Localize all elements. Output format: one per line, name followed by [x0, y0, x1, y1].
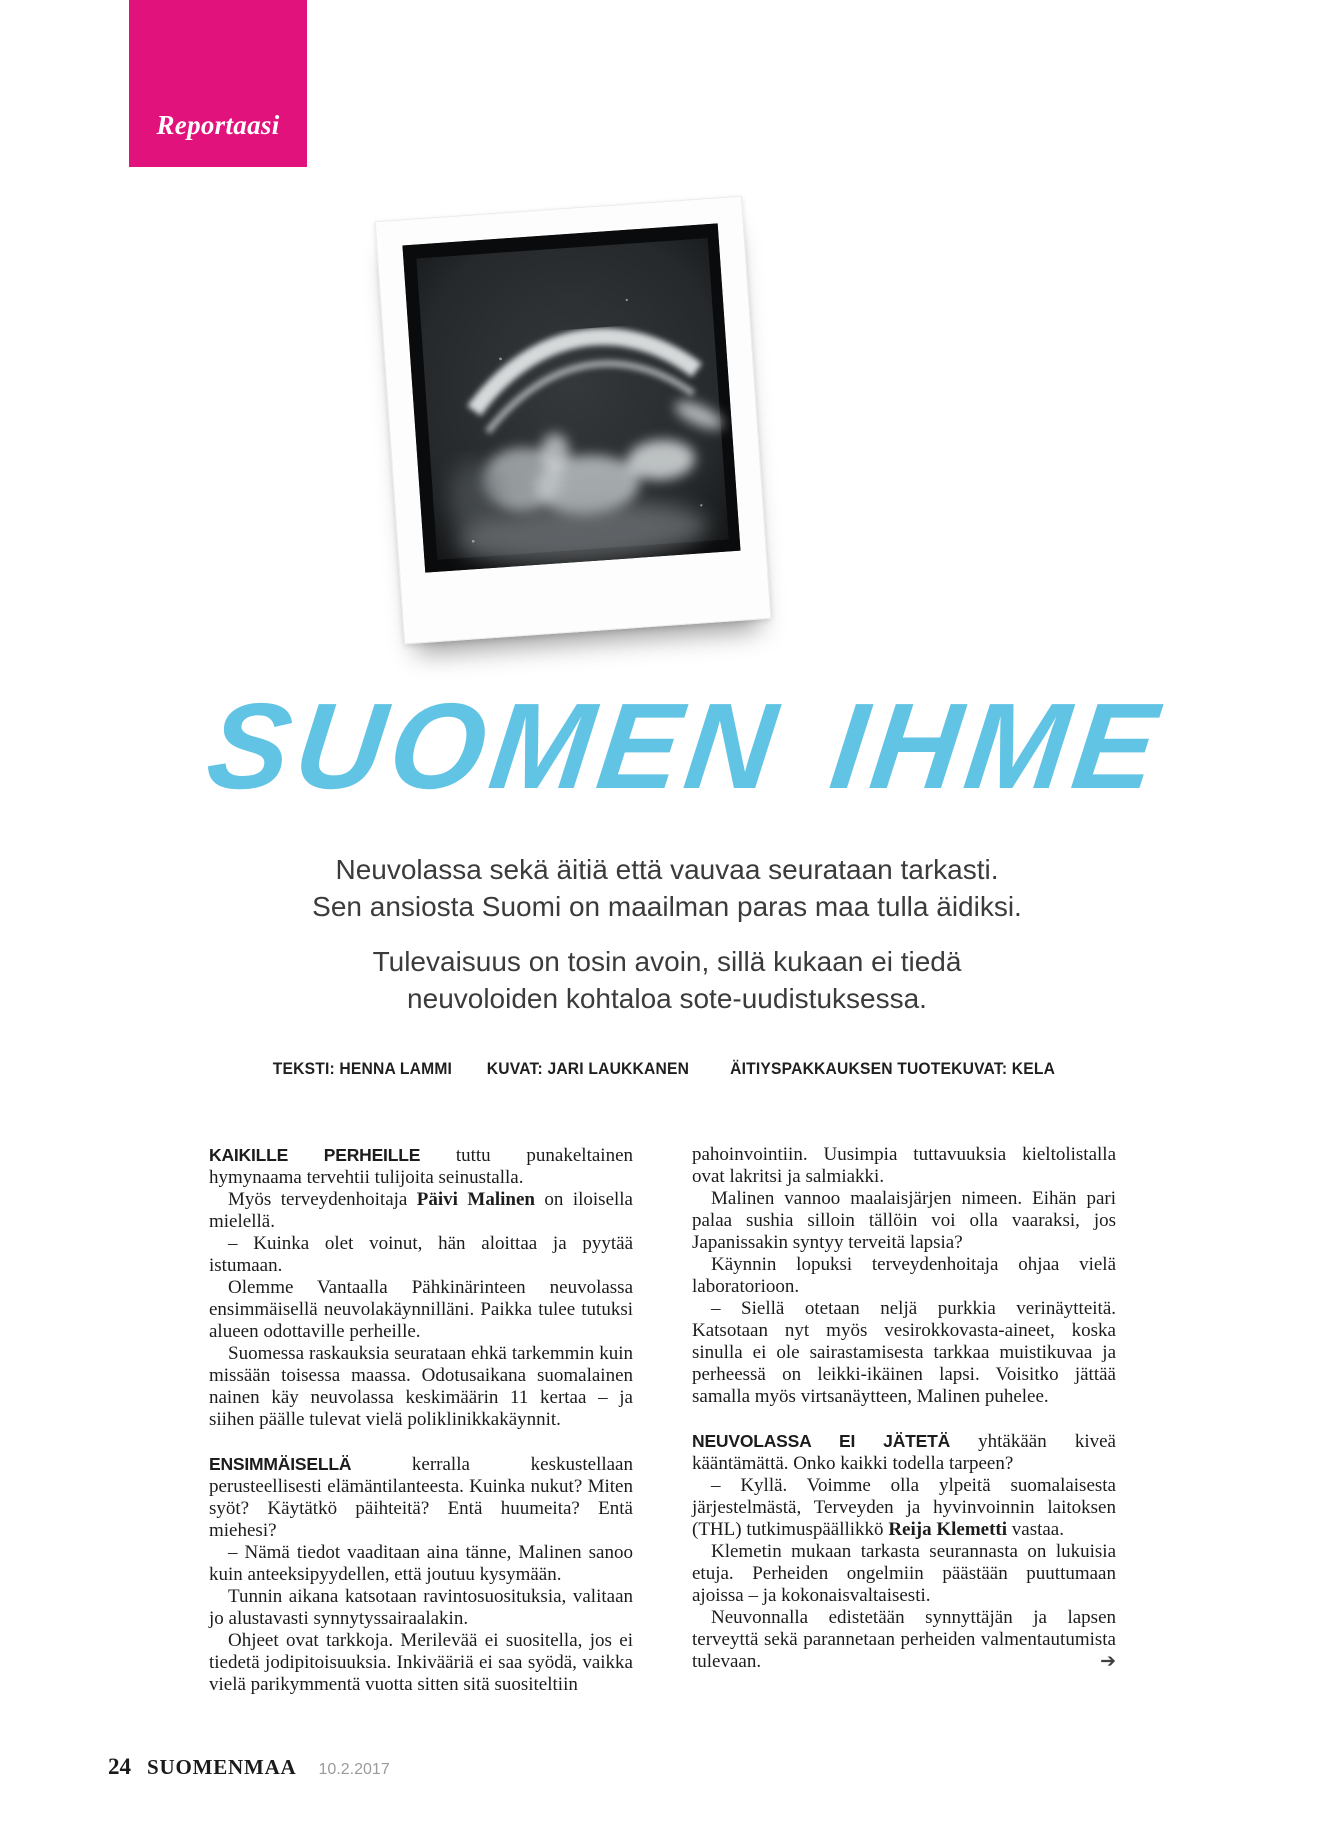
kicker-box	[129, 0, 307, 167]
paragraph	[692, 1607, 1116, 1673]
text-line: ÄITIYSPAKKAUKSEN TUOTEKUVAT: KELA	[729, 1059, 1055, 1078]
person-name: Reija Klemetti	[888, 1519, 1008, 1540]
body-text: Ohjeet ovat tarkkoja. Merilevää ei suositella, jos ei tiedetä jodipitoisuuksia. Inkivääriä ei saa syödä, vaikka vielä parikymmentä vuotta sitten sitä suositeltiin	[209, 1630, 633, 1695]
body-text: – Kyllä. Voimme olla ylpeitä suomalaisesta järjestelmästä, Terveyden ja hyvinvoinnin laitoksen (THL) tutkimuspäällikkö	[692, 1475, 1116, 1540]
body-text: Tunnin aikana katsotaan ravintosuosituksia, valitaan jo alustavasti synnytyssairaalakin.	[209, 1586, 633, 1629]
footer-magazine-name: SUOMENMAA	[147, 1755, 297, 1779]
standfirst-primary	[209, 851, 1125, 925]
body-column-left	[209, 1144, 633, 1696]
paragraph	[692, 1144, 1116, 1188]
body-text: kerralla keskustellaan perusteellisesti elämäntilanteesta. Kuinka nukut? Miten syöt? Käytätkö päihteitä? Entä huumeita? Entä miehesi?	[209, 1454, 633, 1541]
kicker-label: Reportaasi	[156, 110, 280, 140]
text-line: neuvoloiden kohtaloa sote-uudistuksessa.	[407, 983, 927, 1014]
body-text: tuttu punakeltainen hymynaama tervehtii tulijoita seinustalla.	[209, 1145, 634, 1188]
paragraph	[692, 1541, 1116, 1607]
text-line: Tulevaisuus on tosin avoin, sillä kukaan ei tiedä	[372, 946, 962, 977]
body-column-right	[692, 1144, 1116, 1673]
section-paragraph	[209, 1453, 633, 1542]
article-title: SUOMEN IHME	[200, 678, 1170, 814]
text-line: Neuvolassa sekä äitiä että vauvaa seurataan tarkasti.	[335, 854, 999, 885]
paragraph	[209, 1277, 633, 1343]
body-text: Neuvonnalla edistetään synnyttäjän ja lapsen terveyttä sekä parannetaan perheiden valmentautumista tulevaan.	[692, 1607, 1116, 1672]
section-paragraph	[692, 1430, 1116, 1475]
footer	[108, 1754, 390, 1780]
paragraph	[209, 1586, 633, 1630]
footer-page-number: 24	[108, 1754, 131, 1779]
body-text: pahoinvointiin. Uusimpia tuttavuuksia kieltolistalla ovat lakritsi ja salmiakki.	[692, 1144, 1116, 1187]
body-text: vastaa.	[1007, 1519, 1064, 1540]
paragraph	[209, 1343, 633, 1431]
section-lead: NEUVOLASSA EI JÄTETÄ	[692, 1431, 979, 1451]
paragraph	[209, 1630, 633, 1696]
paragraph	[692, 1254, 1116, 1298]
section-lead: ENSIMMÄISELLÄ	[209, 1454, 412, 1474]
body-text: Olemme Vantaalla Pähkinärinteen neuvolassa ensimmäisellä neuvolakäynnilläni. Paikka tulee tutuksi alueen odottaville perheille.	[209, 1277, 633, 1342]
body-text: Suomessa raskauksia seurataan ehkä tarkemmin kuin missään toisessa maassa. Odotusaikana suomalainen nainen käy neuvolassa keskimäärin 11 kertaa – ja siihen päälle tulevat vielä poliklinikkakäynnit.	[209, 1343, 633, 1430]
text-line: KUVAT: JARI LAUKKANEN	[486, 1059, 689, 1078]
polaroid-frame	[375, 196, 772, 645]
body-text: yhtäkään kiveä kääntämättä. Onko kaikki todella tarpeen?	[692, 1431, 1116, 1474]
body-text: Klemetin mukaan tarkasta seurannasta on lukuisia etuja. Perheiden ongelmiin päästään puuttumaan ajoissa – ja kokonaisvaltaisesti.	[692, 1541, 1116, 1606]
section-lead: KAIKILLE PERHEILLE	[209, 1145, 456, 1165]
ultrasound-photo	[402, 223, 740, 572]
paragraph	[209, 1144, 633, 1189]
body-text: Käynnin lopuksi terveydenhoitaja ohjaa vielä laboratorioon.	[692, 1254, 1116, 1297]
body-text: – Siellä otetaan neljä purkkia verinäytteitä. Katsotaan nyt myös vesirokkovasta-aineet, koska sinulla ei ole sairastamisesta tarkkaa muistikuvaa ja perheessä on leikki-ikäinen lapsi. Voisitko jättää samalla myös virtsanäytteen, Malinen puhelee.	[692, 1298, 1116, 1407]
body-text: Myös terveydenhoitaja	[228, 1189, 417, 1210]
paragraph	[692, 1298, 1116, 1408]
body-text: – Kuinka olet voinut, hän aloittaa ja pyytää istumaan.	[209, 1233, 633, 1276]
continuation-arrow-icon: ➔	[1100, 1650, 1116, 1672]
byline	[209, 1059, 1125, 1079]
text-line: Sen ansiosta Suomi on maailman paras maa tulla äidiksi.	[312, 891, 1022, 922]
paragraph	[209, 1542, 633, 1586]
paragraph	[209, 1189, 633, 1233]
person-name: Päivi Malinen	[416, 1189, 535, 1210]
paragraph	[692, 1188, 1116, 1254]
footer-date: 10.2.2017	[318, 1761, 390, 1778]
paragraph	[692, 1475, 1116, 1541]
paragraph	[209, 1233, 633, 1277]
standfirst-secondary	[209, 943, 1125, 1017]
body-text: – Nämä tiedot vaaditaan aina tänne, Malinen sanoo kuin anteeksipyydellen, että joutuu kysymään.	[209, 1542, 633, 1585]
body-text: Malinen vannoo maalaisjärjen nimeen. Eihän pari palaa sushia silloin tällöin voi olla vaaraksi, jos Japanissakin syntyy terveitä lapsia?	[692, 1188, 1116, 1253]
body-text: on iloisella mielellä.	[209, 1189, 633, 1232]
text-line: TEKSTI: HENNA LAMMI	[272, 1059, 453, 1078]
